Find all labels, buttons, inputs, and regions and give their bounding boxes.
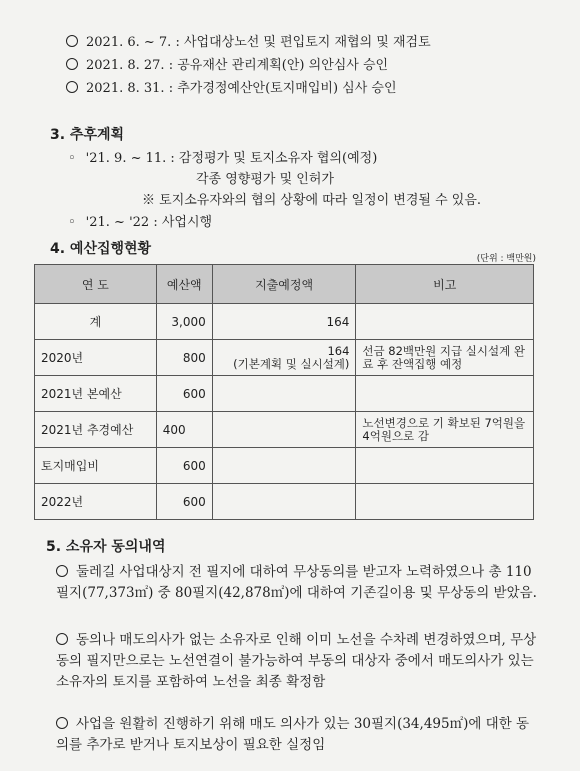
cell-year: 2020년 bbox=[35, 340, 157, 376]
cell-budget: 3,000 bbox=[156, 304, 212, 340]
section-4-title: 4. 예산집행현황 bbox=[50, 241, 152, 257]
cell-budget: 600 bbox=[156, 376, 212, 412]
cell-year: 2021년 본예산 bbox=[35, 376, 157, 412]
circle-bullet-icon bbox=[66, 81, 78, 93]
cell-note bbox=[356, 376, 534, 412]
dot-bullet-icon: ◦ bbox=[68, 151, 76, 166]
consent-paragraph: 사업을 원활히 진행하기 위해 매도 의사가 있는 30필지(34,495㎡)에 대한 동의를 추가로 받거나 토지보상이 필요한 실정임 bbox=[56, 716, 530, 753]
cell-year: 토지매입비 bbox=[35, 448, 157, 484]
circle-bullet-icon bbox=[56, 717, 68, 729]
cell-spend bbox=[212, 484, 356, 520]
circle-bullet-icon bbox=[56, 565, 68, 577]
schedule-item: 2021. 6. ~ 7. : 사업대상노선 및 편입토지 재협의 및 재검토 bbox=[66, 31, 431, 50]
cell-spend bbox=[212, 376, 356, 412]
consent-paragraph: 둘레길 사업대상지 전 필지에 대하여 무상동의를 받고자 노력하였으나 총 110필지(77,373㎡) 중 80필지(42,878㎡)에 대하여 기존길이용 및 무상동의 받았음. bbox=[56, 564, 537, 601]
plan-item: ◦ '21. ~ '22 : 사업시행 bbox=[68, 215, 213, 230]
header-spend: 지출예정액 bbox=[212, 265, 356, 304]
schedule-item: 2021. 8. 31. : 추가경정예산안(토지매입비) 심사 승인 bbox=[66, 77, 397, 96]
cell-note bbox=[356, 448, 534, 484]
cell-spend-value: 164 bbox=[327, 343, 350, 358]
table-header-row bbox=[35, 265, 534, 304]
budget-table bbox=[34, 264, 534, 520]
cell-year: 2021년 추경예산 bbox=[35, 412, 157, 448]
plan-item-sub: 각종 영향평가 및 인허가 bbox=[196, 172, 334, 187]
cell-spend: 164 bbox=[212, 304, 356, 340]
cell-spend bbox=[212, 448, 356, 484]
cell-note bbox=[356, 484, 534, 520]
circle-bullet-icon bbox=[56, 633, 68, 645]
table-row bbox=[35, 340, 534, 376]
table-row bbox=[35, 448, 534, 484]
cell-spend bbox=[212, 412, 356, 448]
circle-bullet-icon bbox=[66, 35, 78, 47]
cell-budget: 400 bbox=[156, 412, 212, 448]
cell-spend-detail: (기본계획 및 실시설계) bbox=[233, 356, 350, 371]
dot-bullet-icon: ◦ bbox=[68, 215, 76, 230]
section-5-title: 5. 소유자 동의내역 bbox=[46, 539, 166, 555]
cell-budget: 600 bbox=[156, 448, 212, 484]
header-budget: 예산액 bbox=[156, 265, 212, 304]
cell-year: 계 bbox=[35, 304, 157, 340]
header-note: 비고 bbox=[356, 265, 534, 304]
cell-spend bbox=[212, 340, 356, 376]
plan-item: ◦ '21. 9. ~ 11. : 감정평가 및 토지소유자 협의(예정) bbox=[68, 151, 378, 166]
cell-budget: 600 bbox=[156, 484, 212, 520]
cell-note bbox=[356, 304, 534, 340]
cell-budget: 800 bbox=[156, 340, 212, 376]
header-year: 연 도 bbox=[35, 265, 157, 304]
section-3-title: 3. 추후계획 bbox=[50, 127, 125, 143]
cell-year: 2022년 bbox=[35, 484, 157, 520]
plan-note: ※ 토지소유자와의 협의 상황에 따라 일정이 변경될 수 있음. bbox=[142, 193, 482, 208]
cell-note: 노선변경으로 기 확보된 7억원을 4억원으로 감 bbox=[356, 412, 534, 448]
table-row bbox=[35, 304, 534, 340]
table-row bbox=[35, 376, 534, 412]
circle-bullet-icon bbox=[66, 58, 78, 70]
consent-paragraph: 동의나 매도의사가 없는 소유자로 인해 이미 노선을 수차례 변경하였으며, 무상동의 필지만으로는 노선연결이 불가능하여 부동의 대상자 중에서 매도의사가 있는 소유자의 토지를 포함하여 노선을 최종 확정함 bbox=[56, 632, 537, 690]
table-row bbox=[35, 412, 534, 448]
unit-label: (단위 : 백만원) bbox=[476, 254, 536, 264]
schedule-item: 2021. 8. 27. : 공유재산 관리계획(안) 의안심사 승인 bbox=[66, 54, 388, 73]
table-row bbox=[35, 484, 534, 520]
cell-note: 선금 82백만원 지급 실시설계 완료 후 잔액집행 예정 bbox=[356, 340, 534, 376]
